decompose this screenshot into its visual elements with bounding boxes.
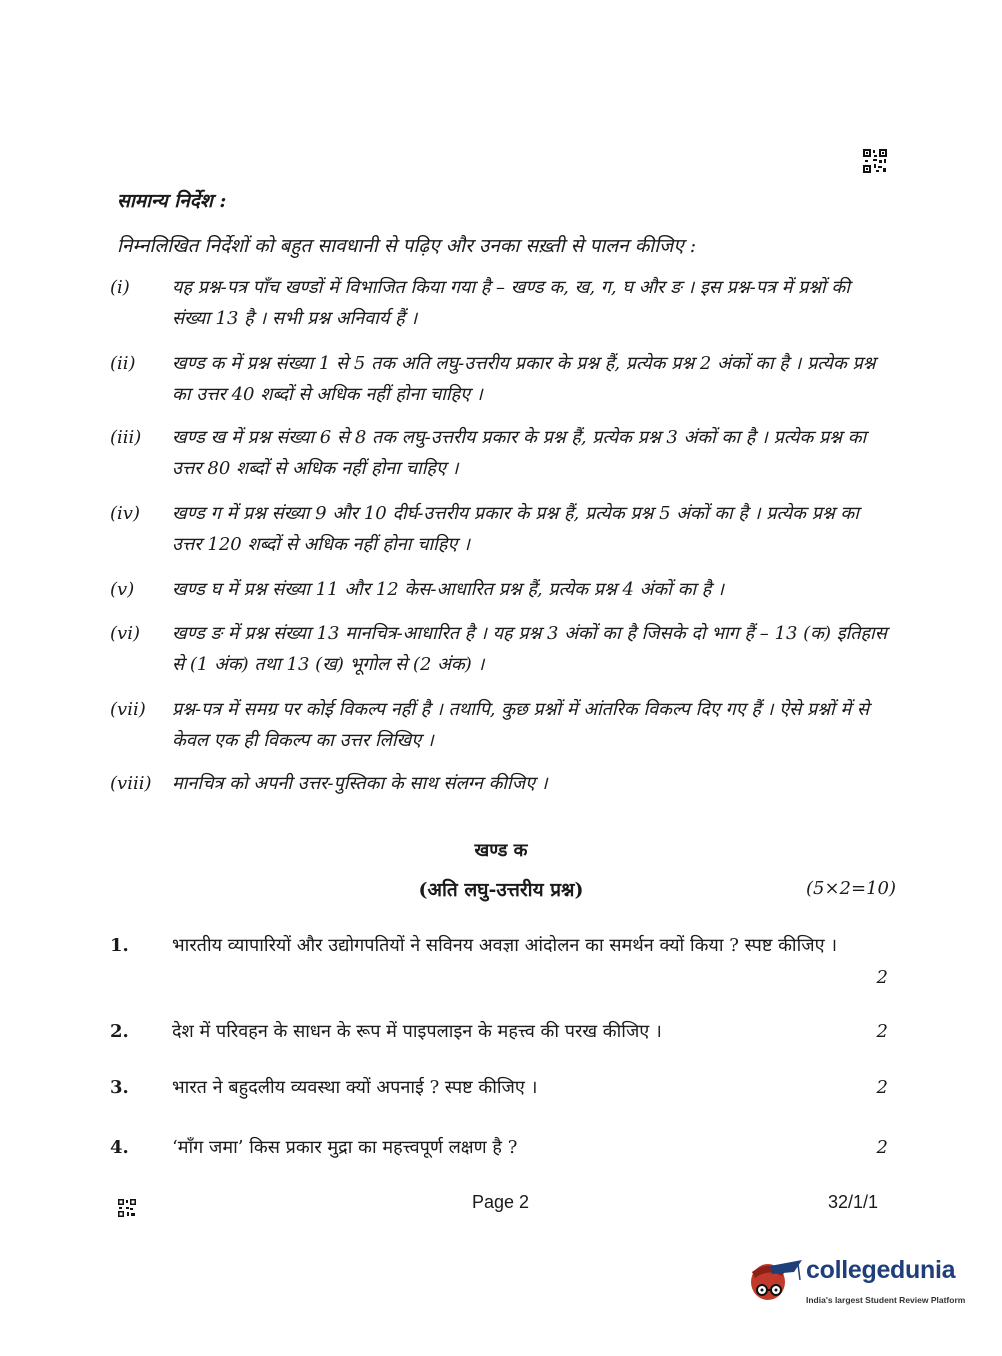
instruction-text: खण्ड घ में प्रश्न संख्या 11 और 12 केस-आधारित प्रश्न हैं, प्रत्येक प्रश्न 4 अंकों का है । [172, 579, 724, 600]
instruction-item [110, 272, 890, 334]
instruction-number: (vi) [110, 623, 140, 644]
instruction-text: खण्ड ख में प्रश्न संख्या 6 से 8 तक लघु-उत्तरीय प्रकार के प्रश्न हैं, प्रत्येक प्रश्न 3 अंकों का है । प्रत्येक प्रश्न का उत्तर 80 शब्दों से अधिक नहीं होना चाहिए । [172, 427, 867, 479]
question-marks: 2 [876, 1021, 888, 1042]
qr-code-icon [117, 1198, 137, 1218]
question-item [110, 1132, 888, 1164]
logo-wordmark: collegedunia [806, 1256, 956, 1284]
instruction-text: खण्ड क में प्रश्न संख्या 1 से 5 तक अति लघु-उत्तरीय प्रकार के प्रश्न हैं, प्रत्येक प्रश्न 2 अंकों का है । प्रत्येक प्रश्न का उत्तर 40 शब्दों से अधिक नहीं होना चाहिए । [172, 353, 876, 405]
section-title: खण्ड क [474, 840, 528, 861]
qr-code-icon [862, 148, 888, 174]
instruction-number: (vii) [110, 699, 146, 720]
instruction-number: (iii) [110, 427, 142, 448]
instruction-text: यह प्रश्न-पत्र पाँच खण्डों में विभाजित किया गया है – खण्ड क, ख, ग, घ और ङ । इस प्रश्न-पत्र में प्रश्नों की संख्या 13 है । सभी प्रश्न अनिवार्य हैं । [172, 277, 850, 329]
question-number: 1. [110, 935, 129, 956]
question-marks: 2 [876, 967, 888, 988]
instruction-text: खण्ड ङ में प्रश्न संख्या 13 मानचित्र-आधारित है । यह प्रश्न 3 अंकों का है जिसके दो भाग हैं – 13 (क) इतिहास से (1 अंक) तथा 13 (ख) भूगोल से (2 अंक) । [172, 623, 887, 675]
instruction-item [110, 422, 890, 484]
question-text: भारतीय व्यापारियों और उद्योगपतियों ने सविनय अवज्ञा आंदोलन का समर्थन क्यों किया ? स्पष्ट कीजिए । [172, 935, 838, 956]
instruction-item [110, 498, 890, 560]
section-subtitle: (अति लघु-उत्तरीय प्रश्न) [418, 879, 584, 901]
question-text: भारत ने बहुदलीय व्यवस्था क्यों अपनाई ? स्पष्ट कीजिए । [172, 1077, 538, 1098]
instruction-item [110, 694, 890, 756]
question-item [110, 930, 888, 994]
instruction-number: (v) [110, 579, 135, 600]
instruction-number: (i) [110, 277, 130, 298]
instruction-text: खण्ड ग में प्रश्न संख्या 9 और 10 दीर्घ-उत्तरीय प्रकार के प्रश्न हैं, प्रत्येक प्रश्न 5 अंकों का है । प्रत्येक प्रश्न का उत्तर 120 शब्दों से अधिक नहीं होना चाहिए । [172, 503, 859, 555]
instruction-item [110, 574, 890, 605]
question-marks: 2 [876, 1077, 888, 1098]
paper-code: 32/1/1 [828, 1192, 879, 1212]
instruction-text: मानचित्र को अपनी उत्तर-पुस्तिका के साथ संलग्न कीजिए । [172, 773, 548, 794]
instruction-number: (ii) [110, 353, 136, 374]
question-text: ‘माँग जमा’ किस प्रकार मुद्रा का महत्त्वपूर्ण लक्षण है ? [172, 1137, 518, 1158]
question-number: 4. [110, 1137, 129, 1158]
instruction-text: प्रश्न-पत्र में समग्र पर कोई विकल्प नहीं है । तथापि, कुछ प्रश्नों में आंतरिक विकल्प दिए गए हैं । ऐसे प्रश्नों में से केवल एक ही विकल्प का उत्तर लिखिए । [172, 699, 870, 751]
page-number: Page 2 [472, 1192, 530, 1212]
student-mascot-icon [746, 1252, 804, 1312]
section-marks: (5×2=10) [806, 878, 897, 899]
instruction-item [110, 348, 890, 410]
instruction-item [110, 618, 890, 680]
instruction-number: (viii) [110, 773, 152, 794]
logo-tagline: India's largest Student Review Platform [806, 1295, 966, 1305]
question-marks: 2 [876, 1137, 888, 1158]
instruction-number: (iv) [110, 503, 140, 524]
question-number: 2. [110, 1021, 129, 1042]
general-instructions-heading: सामान्य निर्देश : [117, 190, 227, 212]
question-item [110, 1016, 888, 1048]
question-number: 3. [110, 1077, 129, 1098]
instructions-intro: निम्नलिखित निर्देशों को बहुत सावधानी से पढ़िए और उनका सख़्ती से पालन कीजिए : [117, 235, 697, 257]
instruction-item [110, 768, 890, 799]
question-item [110, 1072, 888, 1104]
question-text: देश में परिवहन के साधन के रूप में पाइपलाइन के महत्त्व की परख कीजिए । [172, 1021, 662, 1042]
